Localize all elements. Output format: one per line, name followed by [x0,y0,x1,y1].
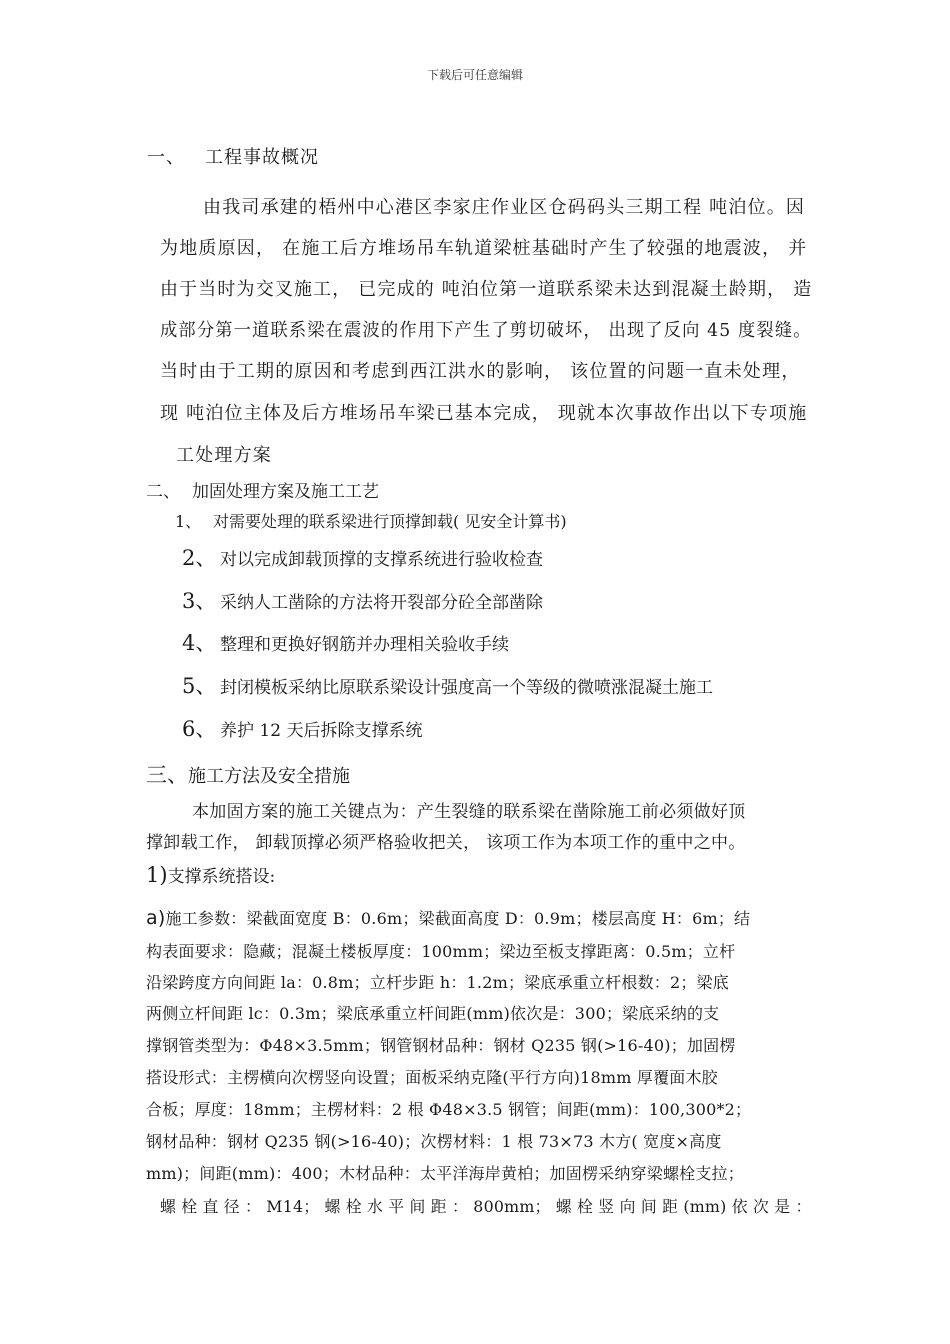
sub1-title: 支撑系统搭设: [167,867,276,887]
step-text: 对需要处理的联系梁进行顶撑卸载( 见安全计算书) [213,512,567,531]
step-number: 3、 [182,589,217,613]
section2-step [175,509,567,532]
section2-step [182,670,713,700]
param-line: 两侧立杆间距 lc：0.3m；梁底承重立杆间距(mm)依次是：300；梁底采纳的支 [146,1004,720,1023]
section2-step [182,627,509,657]
step-text: 养护 12 天后拆除支撑系统 [220,721,423,741]
section1-line: 为地质原因， 在施工后方堆场吊车轨道梁桩基础时产生了较强的地震波， 并 [160,238,808,259]
section2-title: 加固处理方案及施工工艺 [192,482,379,502]
section3-subheading [146,862,275,887]
sub1-number: 1) [146,863,168,887]
step-text: 整理和更换好钢筋并办理相关验收手续 [220,635,509,655]
param-line: 搭设形式：主楞横向次楞竖向设置；面板采纳克隆(平行方向)18mm 厚覆面木胶 [146,1068,718,1087]
step-text: 采纳人工凿除的方法将开裂部分砼全部凿除 [220,593,543,613]
section3-heading [146,759,350,789]
param-line: 钢材品种：钢材 Q235 钢(>16-40)；次楞材料：1 根 73×73 木方( 宽度×高度 [146,1132,722,1151]
step-number: 6、 [182,717,217,741]
section1-line: 由于当时为交叉施工， 已完成的 吨泊位第一道联系梁未达到混凝土龄期， 造 [160,279,813,300]
section1-title: 工程事故概况 [205,147,319,168]
section1-line: 当时由于工期的原因和考虑到西江洪水的影响， 该位置的问题一直未处理， [160,361,801,382]
section2-step [182,542,543,572]
param-line [146,906,750,929]
section1-line: 工处理方案 [176,445,272,466]
step-number: 5、 [182,674,217,698]
section2-step [182,713,422,743]
step-number: 2、 [182,546,217,570]
section2-number: 二、 [146,482,180,502]
page-header-note: 下载后可任意编辑 [426,68,523,82]
section1-heading [147,143,319,169]
step-text: 对以完成卸载顶撑的支撑系统进行验收检查 [220,550,543,570]
step-text: 封闭模板采纳比原联系梁设计强度高一个等级的微喷涨混凝土施工 [220,678,713,698]
param-text: 施工参数：梁截面宽度 B：0.6m；梁截面高度 D：0.9m；楼层高度 H：6m；结 [165,909,751,928]
section1-line: 现 吨泊位主体及后方堆场吊车梁已基本完成， 现就本次事故作出以下专项施 [160,403,808,424]
param-line: 撑钢管类型为：Φ48×3.5mm；钢管钢材品种：钢材 Q235 钢(>16-40)；加固楞 [146,1036,736,1055]
section1-line: 成部分第一道联系梁在震波的作用下产生了剪切破坏， 出现了反向 45 度裂缝。 [160,320,812,341]
param-line: 沿梁跨度方向间距 la：0.8m；立杆步距 h：1.2m；梁底承重立杆根数：2；梁底 [146,973,729,992]
section3-number: 三、 [146,763,188,787]
param-line: 螺 栓 直 径 ： M14； 螺 栓 水 平 间 距 ： 800mm； 螺 栓 竖 向 间 距 (mm) 依 次 是 ： [160,1197,812,1216]
param-line: 构表面要求：隐藏；混凝土楼板厚度：100mm；梁边至板支撑距离：0.5m；立杆 [146,942,736,961]
section1-number: 一、 [147,147,185,168]
section3-line: 撑卸载工作， 卸载顶撑必须严格验收把关， 该项工作为本项工作的重中之中。 [146,833,746,853]
param-line: mm)；间距(mm)：400；木材品种：太平洋海岸黄柏；加固楞采纳穿梁螺栓支拉； [146,1164,744,1183]
section2-heading [146,477,379,502]
sub2-number: a) [146,907,166,929]
param-line: 合板；厚度：18mm；主楞材料：2 根 Φ48×3.5 钢管；间距(mm)：100,300*2； [146,1100,752,1119]
section3-line: 本加固方案的施工关键点为：产生裂缝的联系梁在凿除施工前必须做好顶 [192,802,746,822]
step-number: 4、 [182,631,217,655]
section2-step [182,585,543,615]
section3-title: 施工方法及安全措施 [188,766,350,787]
step-number: 1、 [175,512,202,531]
section1-line: 由我司承建的梧州中心港区李家庄作业区仓码码头三期工程 吨泊位。因 [203,197,806,218]
